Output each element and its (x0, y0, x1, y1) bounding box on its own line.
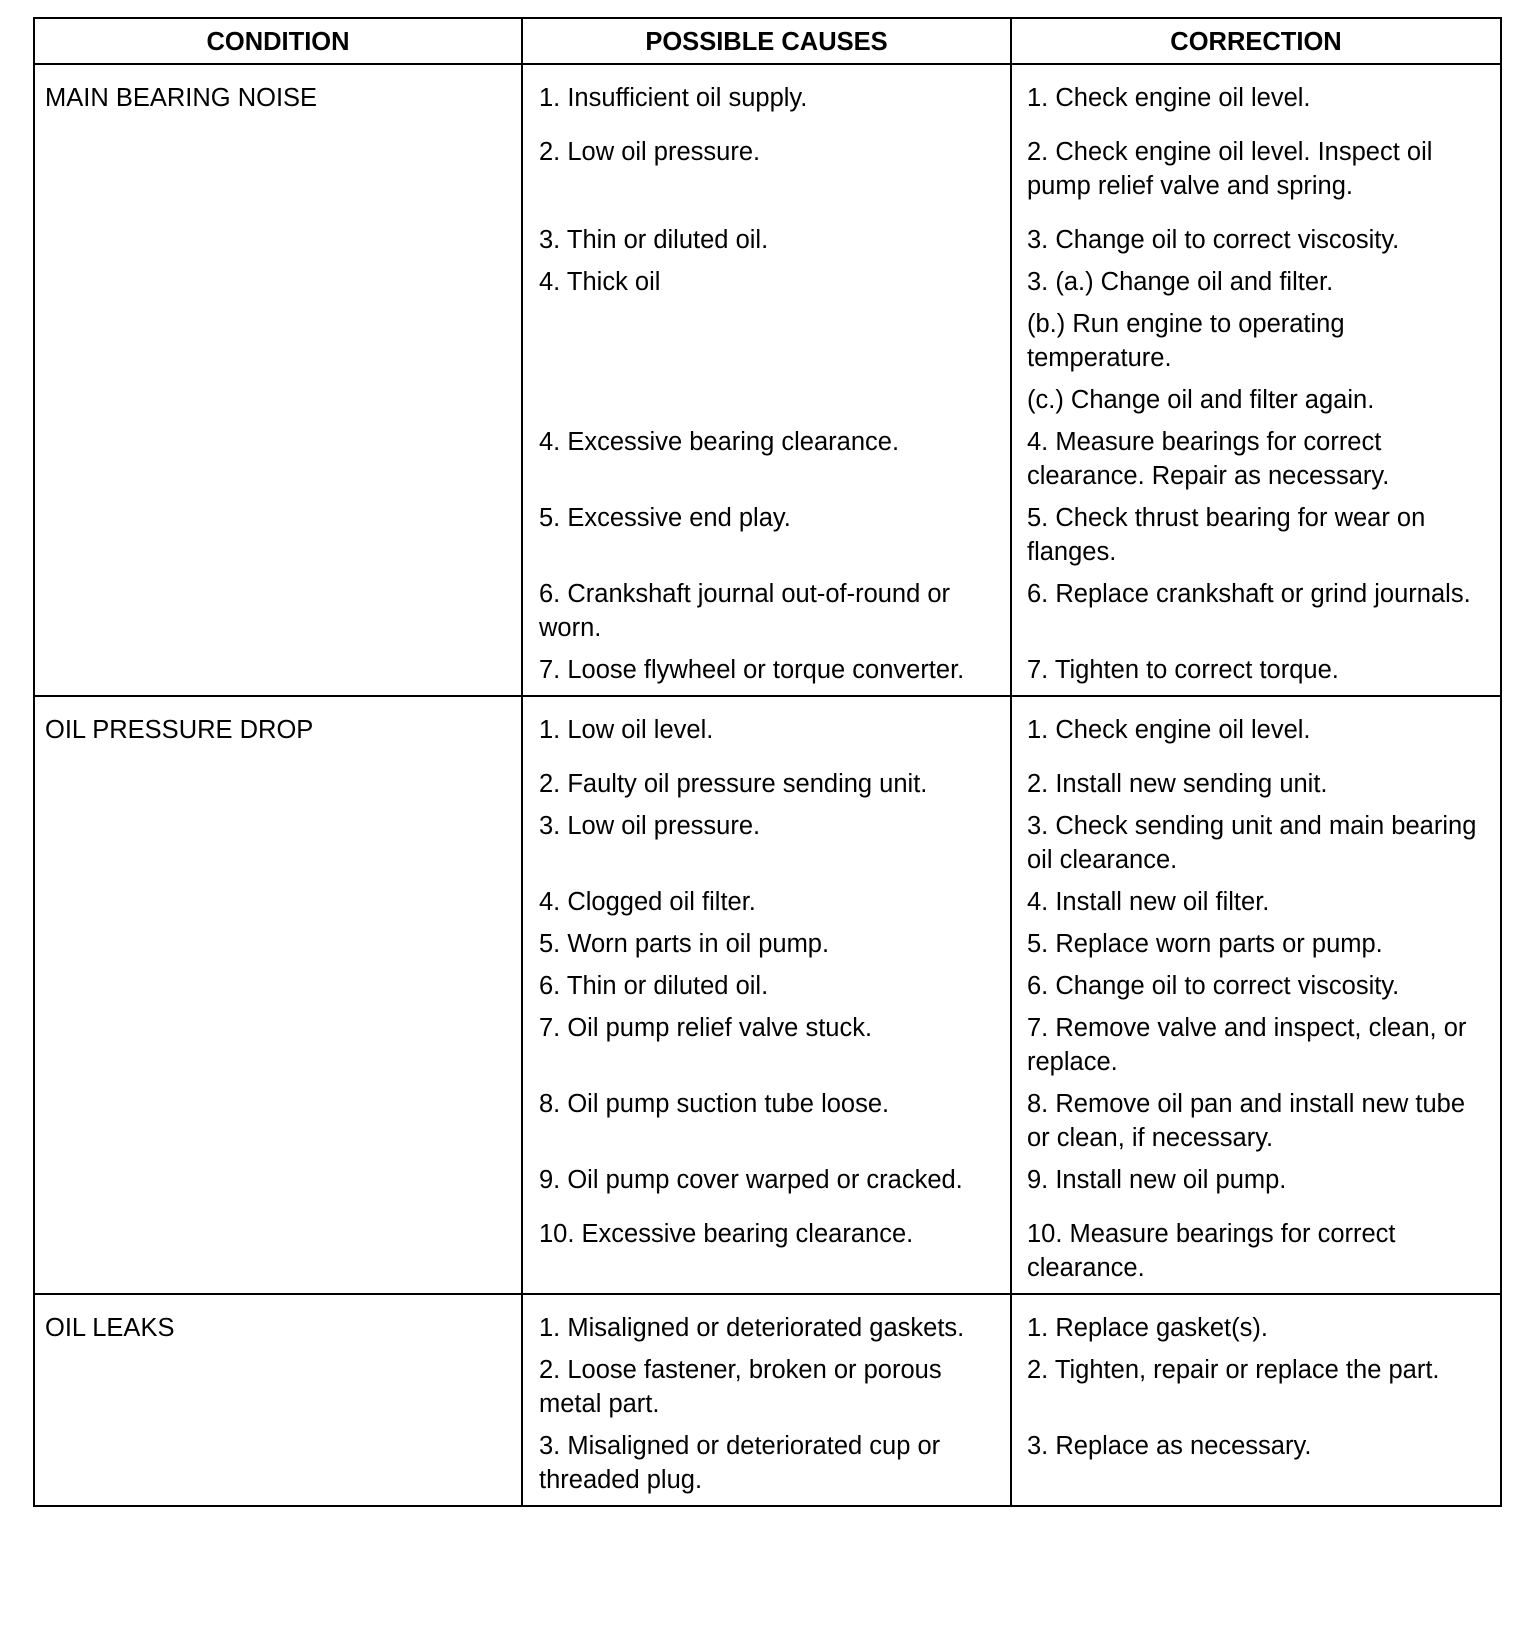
correction-entry: 9. Install new oil pump. (1027, 1166, 1287, 1194)
condition-cell (34, 696, 522, 1294)
correction-entry: 4. Install new oil filter. (1027, 888, 1270, 916)
correction-entry: 4. Measure bearings for correct clearance. Repair as necessary. (1027, 428, 1390, 490)
cause-entry: 9. Oil pump cover warped or cracked. (539, 1166, 963, 1194)
correction-entry: (b.) Run engine to operating temperature. (1027, 310, 1345, 372)
cause-entry: 2. Loose fastener, broken or porous metal part. (539, 1356, 942, 1418)
header-correction: CORRECTION (1011, 18, 1501, 64)
correction-entry: 10. Measure bearings for correct clearance. (1027, 1220, 1396, 1282)
cause-entry: 10. Excessive bearing clearance. (539, 1220, 914, 1248)
correction-entry: 2. Check engine oil level. Inspect oil pump relief valve and spring. (1027, 138, 1433, 200)
cause-entry: 2. Faulty oil pressure sending unit. (539, 770, 928, 798)
cause-entry: 3. Thin or diluted oil. (539, 226, 769, 254)
diagnosis-table (33, 17, 1502, 1507)
condition-cell (34, 1294, 522, 1506)
causes-cell (522, 696, 1011, 1294)
cause-entry: 8. Oil pump suction tube loose. (539, 1090, 890, 1118)
correction-entry: 1. Replace gasket(s). (1027, 1314, 1268, 1342)
correction-entry: 6. Replace crankshaft or grind journals. (1027, 580, 1471, 608)
condition-label: OIL PRESSURE DROP (45, 716, 314, 744)
cause-entry: 1. Low oil level. (539, 716, 714, 744)
correction-entry: 8. Remove oil pan and install new tube or clean, if necessary. (1027, 1090, 1466, 1152)
correction-entry: 5. Check thrust bearing for wear on flanges. (1027, 504, 1426, 566)
correction-cell (1011, 64, 1501, 696)
cause-entry: 3. Misaligned or deteriorated cup or threaded plug. (539, 1432, 941, 1494)
cause-entry: 4. Excessive bearing clearance. (539, 428, 900, 456)
correction-entry: 2. Tighten, repair or replace the part. (1027, 1356, 1440, 1384)
cause-entry: 1. Insufficient oil supply. (539, 84, 808, 112)
cause-entry: 5. Excessive end play. (539, 504, 791, 532)
correction-entry: 2. Install new sending unit. (1027, 770, 1328, 798)
cause-entry: 7. Loose flywheel or torque converter. (539, 656, 965, 684)
cause-entry: 7. Oil pump relief valve stuck. (539, 1014, 873, 1042)
header-possible-causes: POSSIBLE CAUSES (522, 18, 1011, 64)
cause-entry (539, 307, 1002, 375)
correction-entry: 7. Tighten to correct torque. (1027, 656, 1339, 684)
cause-entry: 4. Thick oil (539, 268, 661, 296)
correction-cell (1011, 1294, 1501, 1506)
correction-entry: 5. Replace worn parts or pump. (1027, 930, 1383, 958)
correction-entry: 1. Check engine oil level. (1027, 84, 1311, 112)
correction-entry: (c.) Change oil and filter again. (1027, 386, 1375, 414)
correction-entry: 1. Check engine oil level. (1027, 716, 1311, 744)
table-row (34, 1294, 1501, 1506)
table-row (34, 696, 1501, 1294)
correction-entry: 3. Change oil to correct viscosity. (1027, 226, 1400, 254)
table-row (34, 64, 1501, 696)
cause-entry: 1. Misaligned or deteriorated gaskets. (539, 1314, 965, 1342)
header-row (34, 18, 1501, 64)
correction-cell (1011, 696, 1501, 1294)
cause-entry: 2. Low oil pressure. (539, 138, 761, 166)
condition-cell (34, 64, 522, 696)
cause-entry: 4. Clogged oil filter. (539, 888, 756, 916)
cause-entry: 3. Low oil pressure. (539, 812, 761, 840)
causes-cell (522, 1294, 1011, 1506)
condition-label: MAIN BEARING NOISE (45, 84, 318, 112)
cause-entry (539, 383, 1002, 417)
correction-entry: 7. Remove valve and inspect, clean, or replace. (1027, 1014, 1467, 1076)
correction-entry: 6. Change oil to correct viscosity. (1027, 972, 1400, 1000)
condition-label: OIL LEAKS (45, 1314, 175, 1342)
table-body (34, 64, 1501, 1506)
correction-entry: 3. (a.) Change oil and filter. (1027, 268, 1334, 296)
cause-entry: 6. Thin or diluted oil. (539, 972, 769, 1000)
header-condition: CONDITION (34, 18, 522, 64)
cause-entry: 6. Crankshaft journal out-of-round or worn. (539, 580, 951, 642)
correction-entry: 3. Replace as necessary. (1027, 1432, 1312, 1460)
correction-entry: 3. Check sending unit and main bearing oil clearance. (1027, 812, 1477, 874)
causes-cell (522, 64, 1011, 696)
cause-entry: 5. Worn parts in oil pump. (539, 930, 830, 958)
